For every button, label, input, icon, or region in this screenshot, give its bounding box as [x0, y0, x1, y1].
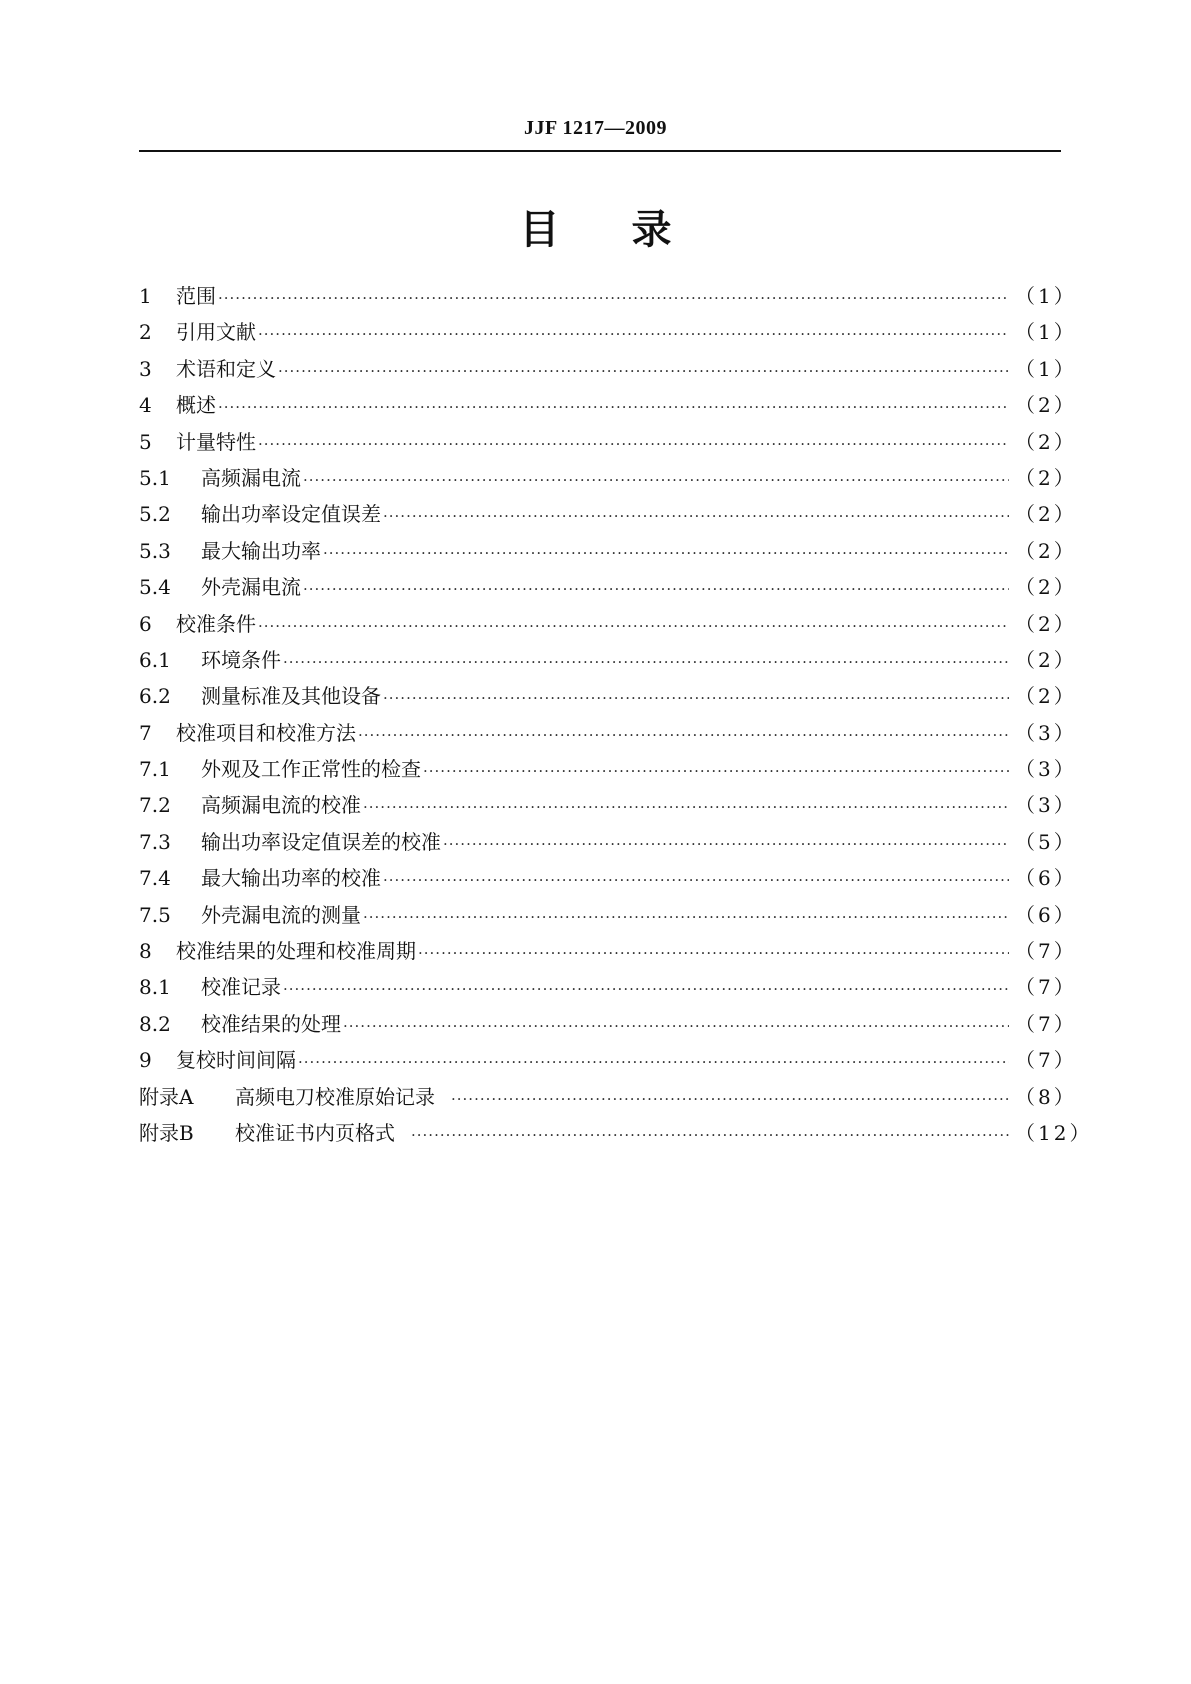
toc-entry[interactable]	[139, 787, 1077, 823]
toc-entry-title: 高频电刀校准原始记录	[235, 1084, 435, 1109]
toc-entry-number: 7.5	[139, 902, 171, 927]
dot-leader	[423, 753, 1009, 789]
toc-entry-title: 校准记录	[201, 975, 281, 1000]
toc-entry-page: （3）	[1015, 720, 1077, 745]
dot-leader	[258, 608, 1009, 644]
dot-leader	[258, 426, 1009, 462]
toc-entry-number: 5	[139, 429, 152, 454]
dot-leader	[383, 680, 1009, 716]
toc-entry-title: 外观及工作正常性的检查	[201, 757, 421, 782]
dot-leader	[218, 280, 1009, 316]
toc-entry-title: 外壳漏电流的测量	[201, 902, 361, 927]
toc-entry[interactable]	[139, 278, 1077, 314]
toc-entry[interactable]	[139, 606, 1077, 642]
toc-entry-title: 复校时间间隔	[176, 1048, 296, 1073]
toc-entry-title: 输出功率设定值误差	[201, 502, 381, 527]
toc-entry-page: （2）	[1015, 393, 1077, 418]
dot-leader	[258, 316, 1009, 352]
toc-entry-title: 环境条件	[201, 647, 281, 672]
toc-entry-page: （3）	[1015, 793, 1077, 818]
toc-entry-page: （6）	[1015, 866, 1077, 891]
toc-entry[interactable]	[139, 314, 1077, 350]
toc-entry[interactable]	[139, 1079, 1077, 1115]
toc-entry-number: 6.1	[139, 647, 171, 672]
toc-entry-title: 校准条件	[176, 611, 256, 636]
toc-entry-title: 概述	[176, 393, 216, 418]
toc-entry-title: 校准结果的处理和校准周期	[176, 939, 416, 964]
toc-entry-number: 附录B	[139, 1120, 194, 1145]
toc-entry-title: 外壳漏电流	[201, 575, 301, 600]
dot-leader	[363, 789, 1009, 825]
toc-entry-title: 计量特性	[176, 429, 256, 454]
toc-entry-page: （1）	[1015, 356, 1077, 381]
toc-entry-page: （2）	[1015, 538, 1077, 563]
toc-entry-number: 6.2	[139, 684, 171, 709]
dot-leader	[418, 935, 1009, 971]
toc-entry-page: （5）	[1015, 829, 1077, 854]
toc-entry[interactable]	[139, 824, 1077, 860]
toc-entry[interactable]	[139, 1115, 1093, 1151]
dot-leader	[283, 971, 1009, 1007]
dot-leader	[303, 571, 1009, 607]
standard-code: JJF 1217—2009	[524, 117, 667, 139]
toc-entry-page: （2）	[1015, 611, 1077, 636]
toc-entry-number: 5.2	[139, 502, 171, 527]
toc-entry-page: （2）	[1015, 684, 1077, 709]
toc-entry-title: 测量标准及其他设备	[201, 684, 381, 709]
table-of-contents	[139, 278, 1093, 1151]
toc-entry-number: 5.3	[139, 538, 171, 563]
toc-entry-page: （2）	[1015, 465, 1077, 490]
dot-leader	[278, 353, 1009, 389]
toc-title: 目录	[519, 207, 744, 253]
toc-entry-page: （3）	[1015, 757, 1077, 782]
toc-entry[interactable]	[139, 642, 1077, 678]
dot-leader	[283, 644, 1009, 680]
dot-leader	[218, 389, 1009, 425]
toc-entry[interactable]	[139, 969, 1077, 1005]
toc-entry[interactable]	[139, 715, 1077, 751]
dot-leader	[451, 1081, 1009, 1117]
toc-entry[interactable]	[139, 1006, 1077, 1042]
toc-entry-number: 7.1	[139, 757, 171, 782]
toc-entry-number: 7.2	[139, 793, 171, 818]
dot-leader	[298, 1044, 1009, 1080]
toc-entry[interactable]	[139, 460, 1077, 496]
toc-entry-page: （7）	[1015, 1011, 1077, 1036]
toc-entry-number: 2	[139, 320, 152, 345]
toc-entry-title: 最大输出功率的校准	[201, 866, 381, 891]
dot-leader	[411, 1117, 1009, 1153]
toc-entry-title: 范围	[176, 284, 216, 308]
dot-leader	[303, 462, 1009, 498]
dot-leader	[358, 717, 1009, 753]
toc-entry-page: （2）	[1015, 502, 1077, 527]
dot-leader	[383, 498, 1009, 534]
toc-entry-title: 校准项目和校准方法	[176, 720, 356, 745]
toc-entry-title: 高频漏电流	[201, 465, 301, 490]
toc-entry-title: 输出功率设定值误差的校准	[201, 829, 441, 854]
toc-entry-number: 5.1	[139, 465, 171, 490]
toc-entry-number: 8.1	[139, 975, 171, 1000]
toc-entry[interactable]	[139, 860, 1077, 896]
toc-entry-page: （2）	[1015, 575, 1077, 600]
header-rule	[139, 150, 1061, 152]
toc-entry-page: （1）	[1015, 320, 1077, 345]
toc-entry[interactable]	[139, 678, 1077, 714]
toc-entry-page: （8）	[1015, 1084, 1077, 1109]
toc-entry-number: 8.2	[139, 1011, 171, 1036]
toc-entry-page: （6）	[1015, 902, 1077, 927]
toc-entry[interactable]	[139, 751, 1077, 787]
toc-entry[interactable]	[139, 1042, 1077, 1078]
toc-entry-page: （7）	[1015, 939, 1077, 964]
toc-entry[interactable]	[139, 424, 1077, 460]
toc-entry-page: （12）	[1015, 1120, 1093, 1145]
toc-entry-title: 高频漏电流的校准	[201, 793, 361, 818]
dot-leader	[383, 862, 1009, 898]
toc-entry[interactable]	[139, 933, 1077, 969]
dot-leader	[343, 1008, 1009, 1044]
toc-entry-number: 7	[139, 720, 152, 745]
toc-entry-title: 最大输出功率	[201, 538, 321, 563]
toc-entry-number: 6	[139, 611, 152, 636]
dot-leader	[323, 535, 1009, 571]
toc-entry-page: （1）	[1015, 284, 1077, 308]
toc-entry[interactable]	[139, 351, 1077, 387]
toc-entry-page: （7）	[1015, 1048, 1077, 1073]
toc-entry-number: 7.3	[139, 829, 171, 854]
toc-entry-number: 3	[139, 356, 152, 381]
toc-entry-title: 校准证书内页格式	[235, 1120, 395, 1145]
toc-entry-number: 5.4	[139, 575, 171, 600]
toc-entry[interactable]	[139, 897, 1077, 933]
toc-entry[interactable]	[139, 387, 1077, 423]
toc-entry-number: 1	[139, 284, 152, 308]
toc-entry-title: 校准结果的处理	[201, 1011, 341, 1036]
toc-entry-page: （2）	[1015, 647, 1077, 672]
toc-entry-title: 引用文献	[176, 320, 256, 345]
dot-leader	[443, 826, 1009, 862]
toc-entry-page: （2）	[1015, 429, 1077, 454]
toc-entry[interactable]	[139, 533, 1077, 569]
toc-entry-number: 9	[139, 1048, 152, 1073]
toc-entry-title: 术语和定义	[176, 356, 276, 381]
toc-entry-number: 附录A	[139, 1084, 194, 1109]
toc-entry-number: 7.4	[139, 866, 171, 891]
toc-entry-page: （7）	[1015, 975, 1077, 1000]
toc-entry[interactable]	[139, 496, 1077, 532]
toc-entry[interactable]	[139, 569, 1077, 605]
dot-leader	[363, 899, 1009, 935]
toc-entry-number: 4	[139, 393, 152, 418]
toc-entry-number: 8	[139, 939, 152, 964]
